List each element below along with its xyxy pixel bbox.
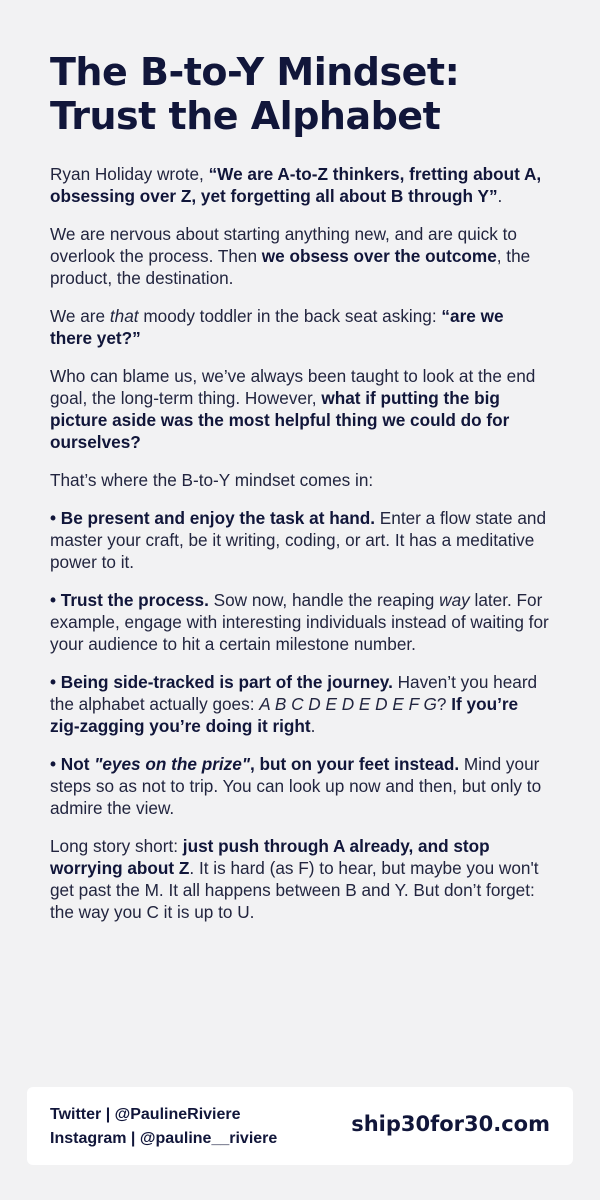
- paragraph-big-picture: [50, 365, 550, 453]
- bold-text: If you’re zig-zagging you’re doing it right: [50, 694, 519, 736]
- text-run: Who can blame us, we’ve always been taught to look at the end goal, the long-term thing. However,: [50, 366, 536, 408]
- text-run: Mind your steps so as not to trip. You can look up now and then, but only to admire the view.: [50, 754, 542, 818]
- bullet-heading: Not: [60, 754, 95, 774]
- title-line-1: The B-to-Y Mindset:: [50, 50, 460, 94]
- text-run: , the product, the destination.: [50, 246, 531, 288]
- paragraph-toddler: [50, 305, 550, 349]
- bold-text: what if putting the big picture aside was the most helpful thing we could do for ourselves?: [50, 388, 510, 452]
- bullet-marker: •: [50, 754, 61, 774]
- bullet-item-feet: [50, 753, 550, 819]
- text-run: .: [310, 716, 316, 736]
- text-run: We are nervous about starting anything new, and are quick to overlook the process. Then: [50, 224, 517, 266]
- text-run: . It is hard (as F) to hear, but maybe you won't get past the M. It all happens between B and Y. But don’t forget: the way you C it is up to U.: [50, 858, 539, 922]
- bold-quote: “We are A-to-Z thinkers, fretting about A, obsessing over Z, yet forgetting all about B through Y”: [50, 164, 542, 206]
- paragraph-outcome: [50, 223, 550, 289]
- text-run: later. For example, engage with interesting individuals instead of waiting for your audience to hit a certain milestone number.: [50, 590, 549, 654]
- paragraph-closing: [50, 835, 550, 923]
- bullet-heading: Trust the process.: [60, 590, 209, 610]
- instagram-link[interactable]: Instagram | @pauline__riviere: [50, 1130, 278, 1147]
- paragraph-mindset-intro: [50, 469, 550, 491]
- article-body: [50, 163, 550, 923]
- text-run: moody toddler in the back seat asking:: [138, 306, 442, 326]
- text-run: Enter a flow state and master your craft, be it writing, coding, or art. It has a meditative power to it.: [50, 508, 547, 572]
- text-run: ?: [436, 694, 452, 714]
- text-run: Ryan Holiday wrote,: [50, 164, 209, 184]
- bullet-marker: •: [50, 672, 61, 692]
- social-handles: [50, 1103, 277, 1151]
- text-run: Haven’t you heard the alphabet actually goes:: [50, 672, 538, 714]
- italic-text: way: [439, 590, 470, 610]
- website-link[interactable]: ship30for30.com: [351, 1112, 550, 1136]
- twitter-link[interactable]: Twitter | @PaulineRiviere: [50, 1106, 241, 1123]
- page-title: [50, 50, 550, 138]
- bold-text: we obsess over the outcome: [261, 246, 497, 266]
- bullet-item-side-tracked: [50, 671, 550, 737]
- text-run: We are: [50, 306, 110, 326]
- bullet-marker: •: [50, 590, 61, 610]
- bullet-heading: , but on your feet instead.: [249, 754, 460, 774]
- text-run: Long story short:: [50, 836, 183, 856]
- article: [50, 50, 550, 939]
- bold-quote: “are we there yet?”: [50, 306, 504, 348]
- bold-italic-text: "eyes on the prize": [94, 754, 250, 774]
- italic-text: that: [109, 306, 139, 326]
- bold-text: just push through A already, and stop worrying about Z: [50, 836, 490, 878]
- text-run: Sow now, handle the reaping: [208, 590, 440, 610]
- paragraph-intro-quote: [50, 163, 550, 207]
- bullet-item-present: [50, 507, 550, 573]
- text-run: .: [497, 186, 503, 206]
- italic-text: A B C D E D E D E F G: [259, 694, 437, 714]
- title-line-2: Trust the Alphabet: [50, 94, 441, 138]
- text-run: That’s where the B-to-Y mindset comes in:: [50, 470, 374, 490]
- bullet-marker: •: [50, 508, 61, 528]
- bullet-heading: Being side-tracked is part of the journey.: [60, 672, 393, 692]
- bullet-heading: Be present and enjoy the task at hand.: [60, 508, 376, 528]
- bullet-item-process: [50, 589, 550, 655]
- footer-card: [27, 1087, 573, 1165]
